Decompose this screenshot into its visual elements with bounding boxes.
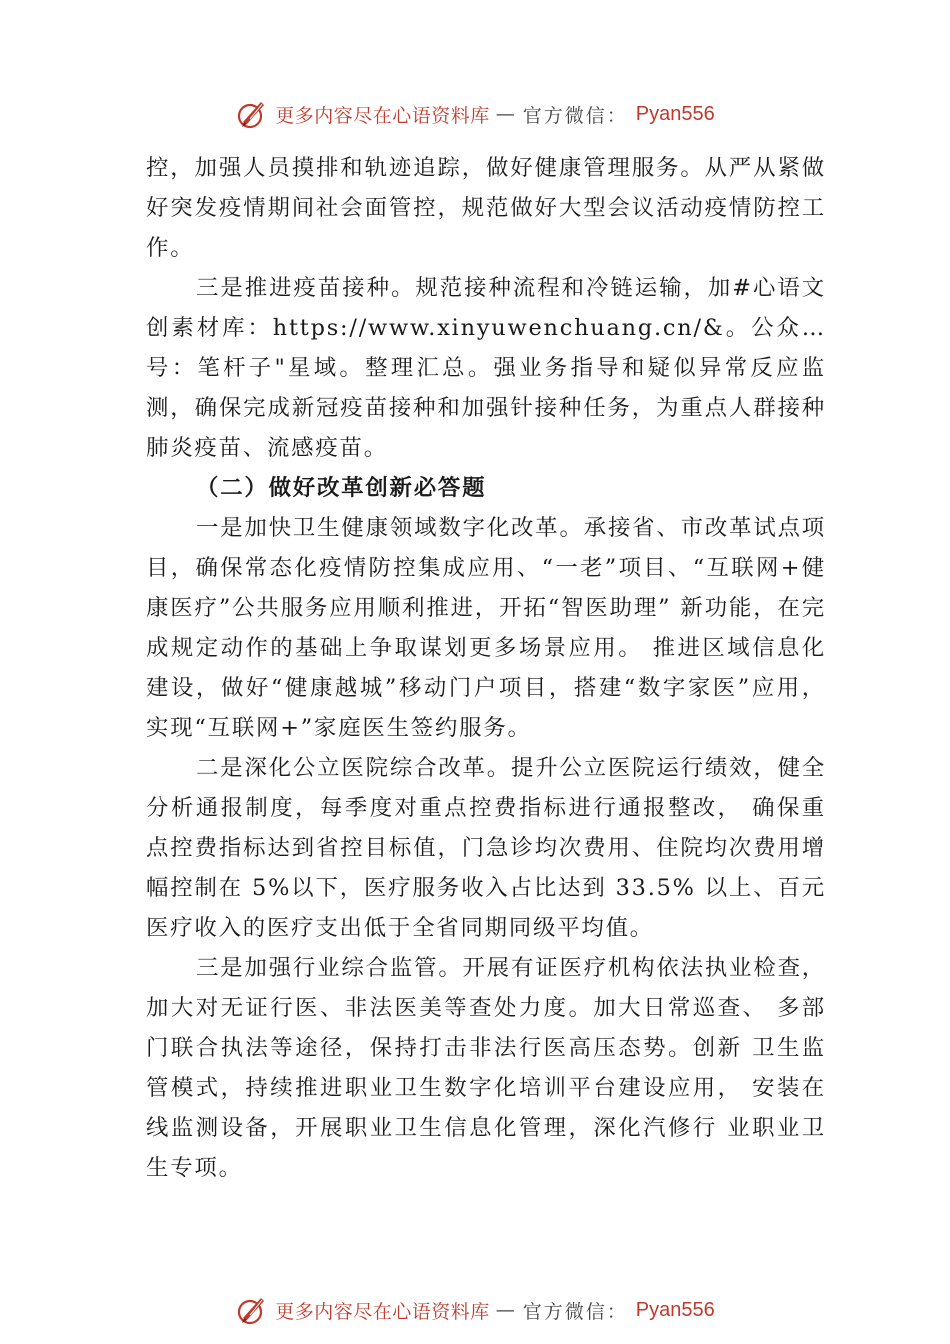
quill-logo-icon: [235, 1293, 269, 1327]
header-banner-inner: [235, 97, 715, 131]
paragraph-5: 三是加强行业综合监管。开展有证医疗机构依法执业检查，加大对无证行医、非法医美等查处力度。加大日常巡查、 多部门联合执法等途径，保持打击非法行医高压态势。创新 卫生监管模式，持续推进职业卫生数字化培训平台建设应用， 安装在线监测设备，开展职业卫生信息化管理，深化汽修行 业职业卫生专项。: [146, 955, 826, 1181]
paragraph-4: 二是深化公立医院综合改革。提升公立医院运行绩效，健全分析通报制度，每季度对重点控费指标进行通报整改， 确保重点控费指标达到省控目标值，门急诊均次费用、住院均次费用增幅控制在 5%以下，医疗服务收入占比达到 33.5% 以上、百元医疗收入的医疗支出低于全省同期同级平均值。: [146, 755, 826, 941]
footer-banner: [0, 1290, 950, 1330]
quill-logo-icon: [235, 97, 269, 131]
section-heading: （二）做好改革创新必答题: [196, 475, 487, 501]
paragraph-1: 控，加强人员摸排和轨迹追踪，做好健康管理服务。从严从紧做好突发疫情期间社会面管控，规范做好大型会议活动疫情防控工作。: [146, 155, 826, 261]
banner-dash: —: [495, 1299, 517, 1321]
banner-site-name: 更多内容尽在心语资料库: [275, 1300, 490, 1323]
header-banner: [0, 94, 950, 134]
paragraph-2: 三是推进疫苗接种。规范接种流程和冷链运输，加#心语文创素材库：https://www.xinyuwenchuang.cn/&。公众…号：笔杆子"星域。整理汇总。强业务指导和疑似异常反应监测，确保完成新冠疫苗接种和加强针接种任务，为重点人群接种肺炎疫苗、流感疫苗。: [146, 275, 826, 461]
paragraph-3: 一是加快卫生健康领域数字化改革。承接省、市改革试点项目，确保常态化疫情防控集成应用、“一老”项目、“互联网+健康医疗”公共服务应用顺利推进，开拓“智医助理” 新功能，在完成规定动作的基础上争取谋划更多场景应用。 推进区域信息化建设，做好“健康越城”移动门户项目，搭建“数字家医”应用，实现“互联网+”家庭医生签约服务。: [146, 515, 826, 741]
banner-site-name: 更多内容尽在心语资料库: [275, 104, 490, 127]
banner-wechat-label: 官方微信：: [522, 104, 628, 127]
document-body: [146, 148, 826, 1188]
banner-dash: —: [495, 103, 517, 125]
banner-wechat-label: 官方微信：: [522, 1300, 628, 1323]
banner-wechat-id: Pyan556: [635, 102, 715, 125]
footer-banner-inner: [235, 1293, 715, 1327]
banner-wechat-id: Pyan556: [635, 1298, 715, 1321]
